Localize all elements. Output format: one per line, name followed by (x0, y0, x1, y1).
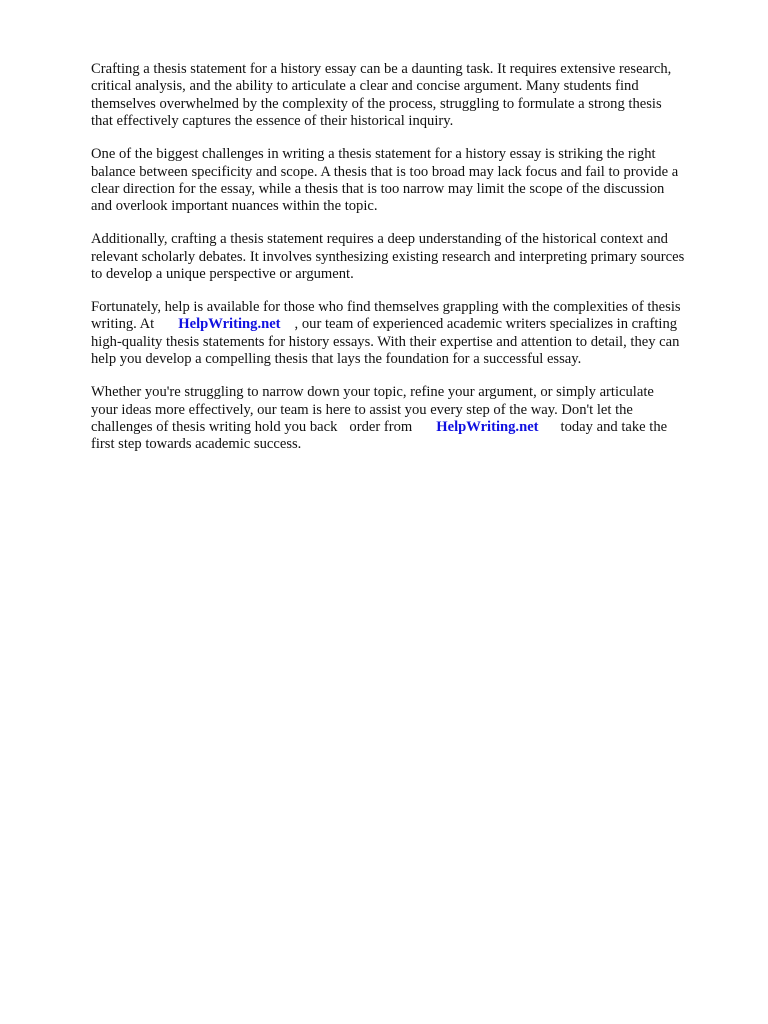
paragraph-2 (91, 146, 731, 216)
text-line (91, 316, 731, 333)
helpwriting-link[interactable]: HelpWriting.net (436, 418, 539, 435)
text-segment: , our team of experienced academic writers specializes in crafting (294, 316, 678, 333)
paragraph-5 (91, 384, 731, 454)
text-segment: challenges of thesis writing hold you back (91, 418, 338, 435)
text-line: that effectively captures the essence of their historical inquiry. (91, 113, 454, 130)
text-line: to develop a unique perspective or argument. (91, 266, 354, 283)
text-line: first step towards academic success. (91, 436, 302, 453)
text-line: clear direction for the essay, while a thesis that is too narrow may limit the scope of the discussion (91, 180, 665, 197)
text-line: your ideas more effectively, our team is here to assist you every step of the way. Don't let the (91, 401, 633, 418)
text-segment: writing. At (91, 316, 155, 333)
text-segment: order from (349, 418, 413, 435)
text-line: critical analysis, and the ability to articulate a clear and concise argument. Many students find (91, 78, 639, 95)
text-line: help you develop a compelling thesis that lays the foundation for a successful essay. (91, 351, 582, 368)
paragraph-4 (91, 299, 731, 369)
text-line: balance between specificity and scope. A thesis that is too broad may lack focus and fail to provide a (91, 163, 679, 180)
text-line: high-quality thesis statements for history essays. With their expertise and attention to detail, they can (91, 333, 680, 350)
text-line: Crafting a thesis statement for a history essay can be a daunting task. It requires extensive research, (91, 61, 672, 77)
text-line: and overlook important nuances within the topic. (91, 198, 378, 215)
paragraph-3 (91, 231, 731, 283)
text-line: Fortunately, help is available for those who find themselves grappling with the complexities of thesis (91, 298, 681, 315)
text-line: Whether you're struggling to narrow down your topic, refine your argument, or simply articulate (91, 384, 654, 401)
text-line: relevant scholarly debates. It involves synthesizing existing research and interpreting primary sources (91, 248, 685, 265)
text-segment: today and take the (560, 418, 668, 435)
helpwriting-link[interactable]: HelpWriting.net (178, 316, 281, 333)
text-line: themselves overwhelmed by the complexity of the process, struggling to formulate a strong thesis (91, 95, 662, 112)
paragraph-1 (91, 61, 731, 131)
text-line (91, 419, 731, 436)
text-line: Additionally, crafting a thesis statement requires a deep understanding of the historical context and (91, 231, 668, 248)
text-line: One of the biggest challenges in writing a thesis statement for a history essay is striking the right (91, 146, 656, 163)
document-body (91, 61, 731, 469)
